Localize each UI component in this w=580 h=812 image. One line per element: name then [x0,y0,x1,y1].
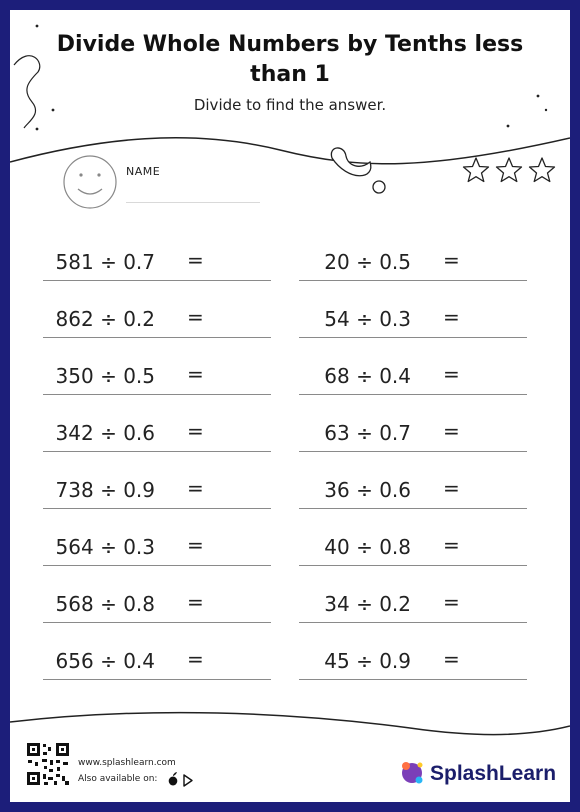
equals-sign: = [187,362,204,386]
worksheet [10,10,570,802]
problem-expression: 350 ÷ 0.5 [55,364,155,388]
problem-expression: 738 ÷ 0.9 [55,478,155,502]
bubble-decoration [373,181,385,193]
problem-row [43,633,533,690]
problems-grid [43,234,533,690]
problem-row [43,405,533,462]
problem-item[interactable] [299,576,527,623]
problem-row [43,462,533,519]
sparkle-dot [36,128,39,131]
problem-expression: 54 ÷ 0.3 [324,307,411,331]
equals-sign: = [443,476,460,500]
website-link[interactable]: www.splashlearn.com [78,758,176,768]
brand-name: SplashLearn [430,762,557,785]
equals-sign: = [187,476,204,500]
problem-item[interactable] [299,633,527,680]
problem-expression: 862 ÷ 0.2 [55,307,155,331]
problem-item[interactable] [43,234,271,281]
problem-row [43,519,533,576]
problem-item[interactable] [43,519,271,566]
qr-code-icon [27,743,69,785]
problem-expression: 36 ÷ 0.6 [324,478,411,502]
equals-sign: = [187,305,204,329]
equals-sign: = [443,248,460,272]
problem-item[interactable] [299,234,527,281]
name-field[interactable] [126,202,260,203]
problem-item[interactable] [43,291,271,338]
footer-wave [10,713,570,735]
problem-expression: 581 ÷ 0.7 [55,250,155,274]
equals-sign: = [443,647,460,671]
problem-expression: 63 ÷ 0.7 [324,421,411,445]
equals-sign: = [443,533,460,557]
problem-expression: 68 ÷ 0.4 [324,364,411,388]
equals-sign: = [443,419,460,443]
problem-item[interactable] [43,462,271,509]
sparkle-dot [507,125,510,128]
problem-expression: 656 ÷ 0.4 [55,649,155,673]
equals-sign: = [443,590,460,614]
problem-item[interactable] [299,519,527,566]
problem-row [43,291,533,348]
title-line-2: than 1 [250,62,330,87]
equals-sign: = [187,590,204,614]
problem-item[interactable] [43,348,271,395]
equals-sign: = [187,419,204,443]
problem-expression: 564 ÷ 0.3 [55,535,155,559]
problem-expression: 568 ÷ 0.8 [55,592,155,616]
equals-sign: = [187,248,204,272]
worksheet-title [10,30,570,90]
equals-sign: = [187,647,204,671]
instructions: Divide to find the answer. [193,96,387,114]
play-store-icon [184,775,192,786]
problem-row [43,576,533,633]
problem-item[interactable] [299,291,527,338]
problem-item[interactable] [43,633,271,680]
splashlearn-logo-icon [402,762,423,784]
name-label: NAME [126,165,161,178]
problem-expression: 20 ÷ 0.5 [324,250,411,274]
problem-expression: 40 ÷ 0.8 [324,535,411,559]
equals-sign: = [187,533,204,557]
problem-expression: 342 ÷ 0.6 [55,421,155,445]
apple-icon [169,772,178,786]
equals-sign: = [443,362,460,386]
title-line-1: Divide Whole Numbers by Tenths less [56,32,524,57]
problem-item[interactable] [43,405,271,452]
problem-expression: 45 ÷ 0.9 [324,649,411,673]
available-on-label: Also available on: [78,774,158,784]
problem-item[interactable] [43,576,271,623]
star-outline-icon [464,158,555,182]
problem-item[interactable] [299,348,527,395]
problem-item[interactable] [299,405,527,452]
problem-row [43,234,533,291]
problem-item[interactable] [299,462,527,509]
equals-sign: = [443,305,460,329]
problem-row [43,348,533,405]
problem-expression: 34 ÷ 0.2 [324,592,411,616]
smiley-face-icon [64,156,116,208]
sparkle-dot [36,25,39,28]
